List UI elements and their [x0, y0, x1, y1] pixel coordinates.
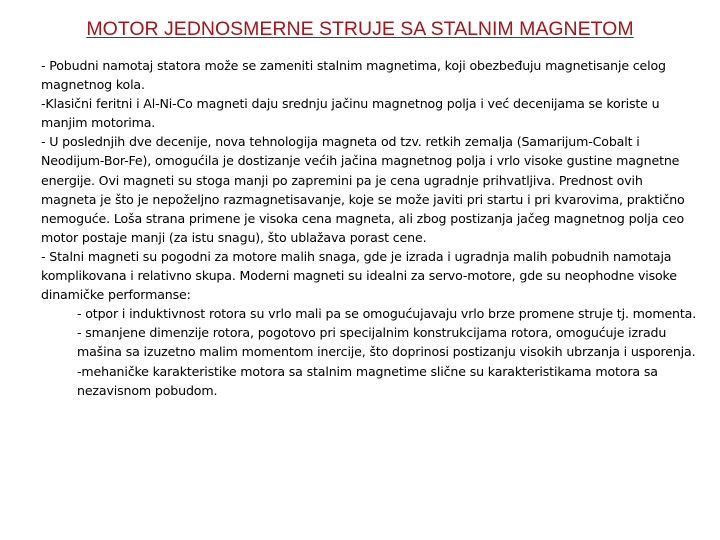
- performance-list: [41, 304, 701, 399]
- list-item-rotor-resistance: - otpor i induktivnost rotora su vrlo mali pa se omogućujavaju vrlo brze promene struje tj. momenta.: [77, 306, 697, 322]
- list-item-rotor-dimensions: - smanjene dimenzije rotora, pogotovo pri specijalnim konstrukcijama rotora, omogućuje izradu mašina sa izuzetno malim momentom inercije, što doprinosi postizanju visokih ubrzanja i usporenja.: [77, 325, 696, 360]
- slide-body: [41, 56, 701, 400]
- paragraph-small-motors: - Stalni magneti su pogodni za motore malih snaga, gde je izrada i ugradnja malih pobudnih namotaja komplikovana i relativno skupa. Moderni magneti su idealni za servo-motore, gde su neophodne visoke dinamičke performanse:: [41, 248, 677, 303]
- slide-title: MOTOR JEDNOSMERNE STRUJE SA STALNIM MAGNETOM: [86, 18, 634, 40]
- paragraph-rare-earth-magnets: - U poslednjih dve decenije, nova tehnologija magneta od tzv. retkih zemalja (Samarijum-Cobalt i Neodijum-Bor-Fe), omogućila je dostizanje većih jačina magnetnog polja i vrlo visoke gustine magnetne energije. Ovi magneti su stoga manji po zapremini pa je cena ugradnje prihvatljiva. Prednost ovih magneta je što je nepoželjno razmagnetisavanje, koje se može javiti pri startu i pri kvarovima, praktično nemoguće. Loša strana primene je visoka cena magneta, ali zbog postizanja jačeg magnetnog polja ceo motor postaje manji (za istu snagu), što ublažava porast cene.: [41, 134, 685, 245]
- paragraph-stator-winding: - Pobudni namotaj statora može se zameniti stalnim magnetima, koji obezbeđuju magnetisanje celog magnetnog kola.: [41, 58, 666, 93]
- list-item-mechanical-characteristics: -mehaničke karakteristike motora sa stalnim magnetime slične su karakteristikama motora sa nezavisnom pobudom.: [77, 363, 658, 398]
- paragraph-classic-magnets: -Klasični feritni i Al-Ni-Co magneti daju srednju jačinu magnetnog polja i već decenijama se koriste u manjim motorima.: [41, 96, 660, 131]
